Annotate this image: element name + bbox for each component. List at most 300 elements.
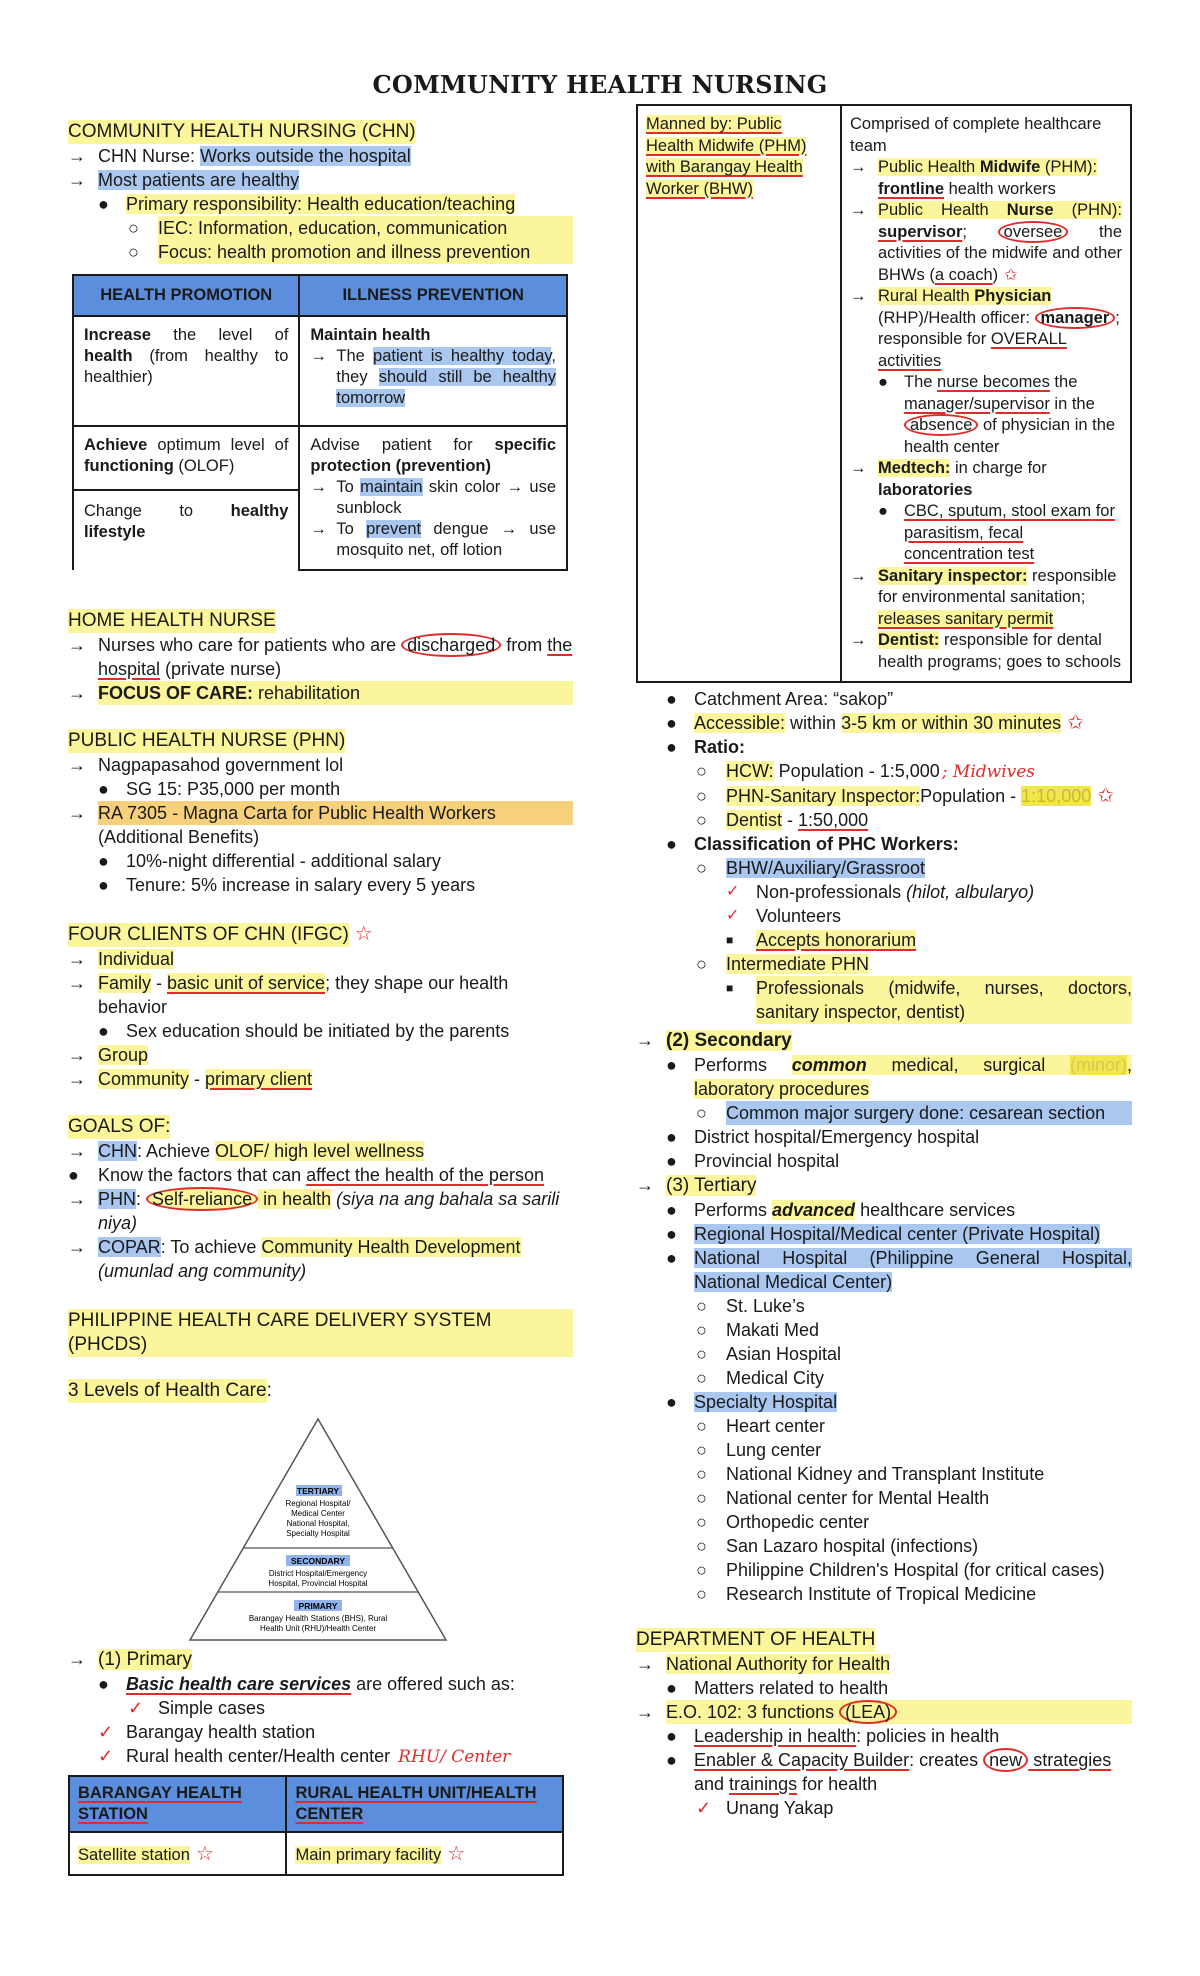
promotion-prevention-table xyxy=(72,274,568,571)
table-cell xyxy=(73,426,299,570)
ratio-dentist: Dentist xyxy=(726,810,783,830)
advanced: advanced xyxy=(772,1200,856,1220)
bullet-icon: ● xyxy=(666,1151,677,1171)
arrow-icon: → xyxy=(68,1069,86,1089)
table-cell: Maintain health → The patient is healthy today, they should still be healthy tomorrow xyxy=(299,316,567,426)
check-icon: ✓ xyxy=(696,1798,712,1818)
cell-text: To xyxy=(336,478,361,496)
circle-bullet-icon: ○ xyxy=(696,1416,707,1436)
staff-absence: absence xyxy=(904,414,978,436)
circle-bullet-icon: ○ xyxy=(696,858,707,878)
phn-section xyxy=(68,729,573,897)
arrow-icon: → xyxy=(68,1237,86,1257)
hospital-item: Asian Hospital xyxy=(726,1344,842,1364)
circle-bullet-icon: ○ xyxy=(128,242,139,262)
circle-bullet-icon: ○ xyxy=(696,1296,707,1316)
staff-bold: Dentist: xyxy=(878,631,940,649)
pyramid-text: Hospital, Provincial Hospital xyxy=(268,1579,368,1588)
staff-text: of physician in the health center xyxy=(904,416,1116,456)
cell-bold: health xyxy=(84,347,133,365)
staff-text: ; xyxy=(962,222,998,241)
primary-text: Rural health center/Health center xyxy=(126,1746,391,1766)
cell-highlight: prevent xyxy=(366,520,422,538)
iec-2: education xyxy=(298,218,377,238)
intermediate: Intermediate PHN xyxy=(726,954,870,974)
staff-text: Comprised of complete healthcare team xyxy=(850,115,1102,155)
trainings: trainings xyxy=(729,1774,798,1794)
arrow-icon: → xyxy=(68,635,86,655)
home-text: (private nurse) xyxy=(160,659,282,679)
cell-text: , they xyxy=(336,347,556,386)
table-cell: Advise patient for specific protection (prevention) → To maintain skin color → use sunblock → To prevent dengue → use mosquito net, off lotion xyxy=(299,426,567,570)
goal-underlined: affect the health of the person xyxy=(306,1165,544,1185)
goal-highlight: / high level wellness xyxy=(264,1141,425,1161)
handwritten-note: ; Midwives xyxy=(941,762,1036,782)
staff-bold: Sanitary inspector: xyxy=(878,566,1028,585)
primary-text: Barangay health station xyxy=(126,1722,316,1742)
circle-bullet-icon: ○ xyxy=(696,1440,707,1460)
arrow-icon: → xyxy=(636,1030,654,1050)
arrow-icon: → xyxy=(68,803,86,823)
home-text: Nurses who care for patients who are xyxy=(98,635,402,655)
cell-text: dengue → use mosquito net, off lotion xyxy=(336,520,557,559)
secondary-heading: (2) Secondary xyxy=(666,1030,792,1051)
chn-nurse-label: CHN Nurse: xyxy=(98,146,201,166)
chn-nurse-text: Works outside the hospital xyxy=(200,146,411,166)
arrow-icon: → xyxy=(636,1702,654,1722)
right-text: Non-professionals xyxy=(756,882,907,902)
chn-most: Most patients are healthy xyxy=(98,170,300,190)
goal-highlight: in health xyxy=(258,1189,332,1209)
square-bullet-icon: ■ xyxy=(726,981,734,995)
staff-text: the activities of the midwife and other BHWs ( xyxy=(878,222,1122,284)
circle-bullet-icon: ○ xyxy=(696,786,707,806)
star-icon: ✩ xyxy=(1067,712,1084,734)
bullet-icon: ● xyxy=(666,1392,677,1412)
iec-3: communication xyxy=(386,218,508,238)
right-text: and xyxy=(694,1774,730,1794)
star-icon: ☆ xyxy=(447,1843,466,1865)
lead-letter: L xyxy=(694,1726,705,1746)
bullet-icon: ● xyxy=(98,1021,109,1041)
health-care-pyramid xyxy=(188,1417,448,1642)
goal-label: PHN xyxy=(98,1189,137,1209)
right-text: (midwife, nurses, doctors, sanitary inspector, dentist) xyxy=(756,978,1132,1022)
resp-label: Primary responsibility: xyxy=(126,194,308,214)
bullet-icon: ● xyxy=(666,834,677,854)
accessible-value: 3-5 km or within 30 minutes xyxy=(841,713,1062,733)
check-icon: ✓ xyxy=(726,907,740,924)
ratio-label: Ratio: xyxy=(694,737,745,757)
right-text: - xyxy=(782,810,799,830)
cell-text: (OLOF) xyxy=(173,457,235,475)
circle-bullet-icon: ○ xyxy=(696,1488,707,1508)
staff-text: stool exam xyxy=(1011,502,1092,520)
focus-of-care: FOCUS OF CARE: xyxy=(98,683,253,703)
bullet-icon: ● xyxy=(666,689,677,709)
goal-italic: (umunlad ang community) xyxy=(98,1261,307,1281)
bullet-icon: ● xyxy=(98,875,109,895)
right-text: , laboratory procedures xyxy=(694,1055,1132,1099)
arrow-icon: → xyxy=(636,1654,654,1674)
bullet-icon: ● xyxy=(666,1726,677,1746)
circle-bullet-icon: ○ xyxy=(128,218,139,238)
circle-bullet-icon: ○ xyxy=(696,761,707,781)
staff-overall: OVERALL activities xyxy=(878,330,1067,370)
levels-colon: : xyxy=(266,1380,272,1401)
classification-label: Classification of PHC Workers: xyxy=(694,834,959,854)
table-header: ILLNESS PREVENTION xyxy=(299,275,567,316)
unang-yakap: Unang Yakap xyxy=(726,1798,834,1818)
staff-text: responsible for environmental sanitation; xyxy=(878,566,1117,606)
phn-text: 10%-night differential - additional salary xyxy=(126,851,441,871)
right-text: Population - 1:5,000 xyxy=(773,761,940,781)
circle-bullet-icon: ○ xyxy=(696,1103,707,1123)
phn-text: Nagpapasahod government lol xyxy=(98,755,344,775)
cell-bold: healthy lifestyle xyxy=(84,502,289,541)
ratio-hcw: HCW: xyxy=(726,761,774,781)
phcds-heading: PHILIPPINE HEALTH CARE DELIVERY SYSTEM (PHCDS) xyxy=(68,1309,573,1357)
bullet-icon: ● xyxy=(98,851,109,871)
staff-text: ) xyxy=(992,265,999,284)
specialty-item: San Lazaro hospital (infections) xyxy=(726,1536,979,1556)
staff-coach: a coach xyxy=(934,265,993,284)
goal-italic: (siya na ang bahala sa sarili niya) xyxy=(98,1189,560,1233)
staff-highlight: releases sanitary permit xyxy=(878,609,1054,628)
staff-bold: Midwife xyxy=(979,158,1041,176)
bullet-icon: ● xyxy=(666,1678,677,1698)
bullet-icon: ● xyxy=(666,1200,677,1220)
bullet-icon: ● xyxy=(98,779,109,799)
bullet-icon: ● xyxy=(666,1127,677,1147)
goal-label: COPAR xyxy=(98,1237,161,1257)
staff-text: (PHM): xyxy=(1040,158,1098,176)
bullet-icon: ● xyxy=(666,737,677,757)
pyramid-text: Regional Hospital/ xyxy=(285,1499,351,1508)
secondary-label: SECONDARY xyxy=(291,1556,345,1566)
ra-title: - Magna Carta for Public Health Workers xyxy=(167,803,496,823)
clients-section xyxy=(68,921,573,1091)
home-health-section xyxy=(68,609,573,705)
right-text: Matters related to health xyxy=(694,1678,889,1698)
page-title: COMMUNITY HEALTH NURSING xyxy=(372,70,828,99)
goals-heading: GOALS OF: xyxy=(68,1116,171,1137)
bhs-rhu-table xyxy=(68,1775,564,1876)
arrow-icon: → xyxy=(68,1189,86,1209)
cell-text: The xyxy=(336,347,374,365)
specialty-item: National Kidney and Transplant Institute xyxy=(726,1464,1045,1484)
goal-text: : Achieve xyxy=(137,1141,216,1161)
specialty: Specialty Hospital xyxy=(694,1392,838,1412)
client-group: Group xyxy=(98,1045,149,1065)
left-column xyxy=(68,120,573,1876)
goal-highlight: Self-reliance xyxy=(146,1187,258,1211)
primary-heading: (1) Primary xyxy=(98,1649,192,1670)
hospital-item: Medical City xyxy=(726,1368,825,1388)
phcds-section xyxy=(68,1309,573,1403)
staff-text: (RHP)/Health officer: xyxy=(878,308,1035,327)
phn-text: (Additional Benefits) xyxy=(98,827,260,847)
goal-text: Know the factors that can xyxy=(98,1165,307,1185)
staff-text: in charge for xyxy=(950,459,1047,477)
cell-highlight: should still be healthy tomorrow xyxy=(336,368,556,407)
right-text: District hospital/Emergency hospital xyxy=(694,1127,980,1147)
table-cell: Comprised of complete healthcare team → Public Health Midwife (PHM): frontline health workers → Public Health Nurse (PHN): supervisor; oversee the activities of the midwife and other BHWs (a coach) ✩ → Rural Health Physician (RHP)/Health officer: manager ; responsible for OVERALL activities ● The nurse becomes the manager/supervisor in the absence of physician in the health center → Medtech: in charge for laboratories ● CBC, sputum, stool exam for parasitism, fecal concentration test → Sanitary inspector: responsible for environmental sanitation; releases sanitary permit → Dentist: responsible for dental health programs; goes to schools xyxy=(841,105,1131,682)
arrow-icon: → xyxy=(636,1175,654,1195)
staff-manager: manager xyxy=(1035,307,1116,329)
pyramid-text: Barangay Health Stations (BHS), Rural xyxy=(248,1614,388,1623)
staff-text: Public Health xyxy=(878,158,980,176)
circle-bullet-icon: ○ xyxy=(696,1464,707,1484)
staff-text: CBC xyxy=(904,502,939,520)
phn-heading: PUBLIC HEALTH NURSE (PHN) xyxy=(68,730,346,751)
staff-bold: Medtech: xyxy=(878,459,951,477)
focus-text: health promotion and illness prevention xyxy=(217,242,531,262)
circle-bullet-icon: ○ xyxy=(696,1344,707,1364)
cell-text: skin color → use sunblock xyxy=(336,478,557,517)
right-text: Provincial hospital xyxy=(694,1151,840,1171)
right-text: within xyxy=(785,713,842,733)
staff-text: in the xyxy=(1049,394,1095,413)
doh-authority: National Authority for Health xyxy=(666,1654,891,1674)
staff-bold: laboratories xyxy=(878,480,973,499)
primary-label: PRIMARY xyxy=(298,1601,338,1611)
check-icon: ✓ xyxy=(98,1722,114,1742)
regional: Regional Hospital/Medical center (Private Hospital) xyxy=(694,1224,1101,1244)
check-icon: ✓ xyxy=(128,1698,144,1718)
specialty-item: Orthopedic center xyxy=(726,1512,870,1532)
ratio-value: 1:10,000 xyxy=(1021,786,1092,806)
right-text: medical, surgical xyxy=(866,1055,1070,1075)
minor: (minor) xyxy=(1069,1055,1127,1075)
table-cell xyxy=(637,105,841,682)
arrow-icon: → xyxy=(68,146,86,166)
client-individual: Individual xyxy=(98,949,175,969)
hospital-item: St. Luke’s xyxy=(726,1296,805,1316)
star-icon: ✩ xyxy=(1097,785,1114,807)
eo-number: E.O. 102 xyxy=(666,1702,738,1722)
pyramid-text: Health Unit (RHU)/Health Center xyxy=(259,1624,377,1633)
client-family-highlight: basic unit of service xyxy=(167,973,326,993)
arrow-icon: → xyxy=(68,1141,86,1161)
cell-text: To xyxy=(336,520,367,538)
right-italic: (hilot, albularyo) xyxy=(906,882,1035,902)
right-text: : 3 functions xyxy=(737,1702,840,1722)
cell-text: Change to xyxy=(84,502,231,520)
right-text: : creates xyxy=(909,1750,984,1770)
pyramid-text: District Hospital/Emergency xyxy=(268,1569,368,1578)
bullet-icon: ● xyxy=(98,194,109,214)
pyramid-text: National Hospital, xyxy=(286,1519,350,1528)
circle-bullet-icon: ○ xyxy=(696,1512,707,1532)
table-cell xyxy=(286,1832,563,1875)
accessible-label: Accessible: xyxy=(694,713,786,733)
catchment: Catchment Area: “sakop” xyxy=(694,689,894,709)
ra-number: RA 7305 xyxy=(98,803,168,823)
right-text: Population - xyxy=(920,786,1022,806)
staff-bold: frontline xyxy=(878,179,944,198)
tertiary-label: TERTIARY xyxy=(296,1486,340,1496)
strategies: strategies xyxy=(1028,1750,1112,1770)
table-cell xyxy=(73,316,299,426)
new: new xyxy=(983,1748,1028,1772)
staff-bold: Physician xyxy=(974,287,1052,305)
phc-details xyxy=(636,687,1132,1820)
check-icon: ✓ xyxy=(98,1746,114,1766)
staff-text: the xyxy=(1049,373,1078,391)
cell-text: optimum level of xyxy=(147,436,289,454)
arrow-icon: → xyxy=(68,170,86,190)
cell-highlight: Satellite station xyxy=(78,1846,190,1864)
square-bullet-icon: ■ xyxy=(726,933,734,947)
staff-text: Public Health xyxy=(878,201,1007,219)
client-text: ; they shape our health behavior xyxy=(98,973,509,1017)
arrow-icon: → xyxy=(68,949,86,969)
cell-text: the level of xyxy=(150,326,289,344)
goal-text: : To achieve xyxy=(160,1237,262,1257)
bullet-icon: ● xyxy=(98,1674,109,1694)
goal-highlight: Community Health Development xyxy=(261,1237,521,1257)
staff-text: health workers xyxy=(944,179,1056,198)
table-cell xyxy=(69,1832,286,1875)
staff-text: responsible for dental health programs; goes to schools xyxy=(878,631,1122,671)
clients-heading: FOUR CLIENTS OF CHN (IFGC) xyxy=(68,924,349,945)
dash: - xyxy=(151,973,167,993)
cell-highlight: patient is healthy today xyxy=(373,347,552,365)
specialty-item: Philippine Children's Hospital (for critical cases) xyxy=(726,1560,1105,1580)
staff-text: sputum xyxy=(948,502,1003,520)
circle-bullet-icon: ○ xyxy=(696,810,707,830)
staff-underlined: nurse becomes xyxy=(937,373,1050,391)
client-community-highlight: primary client xyxy=(205,1069,313,1089)
staff-bold: supervisor xyxy=(878,222,963,241)
right-text: Performs xyxy=(694,1200,773,1220)
staff-text: Rural Health xyxy=(878,287,975,305)
cell-bold: specific protection (prevention) xyxy=(310,436,556,475)
goals-section xyxy=(68,1115,573,1283)
cell-bold: Increase xyxy=(84,326,151,344)
bhw-label: BHW/Auxiliary/Grassroot xyxy=(726,858,926,878)
manned-by: Manned by: Public Health Midwife (PHM) with Barangay Health Worker (BHW) xyxy=(646,115,807,198)
staff-underlined: manager/supervisor xyxy=(904,394,1050,413)
ratio-phn: PHN-Sanitary Inspector: xyxy=(726,786,921,806)
right-text: for health xyxy=(797,1774,878,1794)
bullet-icon: ● xyxy=(68,1165,79,1185)
arrow-icon: → xyxy=(68,755,86,775)
tertiary-heading: (3) Tertiary xyxy=(666,1175,757,1196)
table-header: HEALTH PROMOTION xyxy=(73,275,299,316)
arrow-icon: → xyxy=(68,973,86,993)
arrow-icon: → xyxy=(68,1649,86,1669)
lead-text: eadership in health xyxy=(704,1726,857,1746)
staff-text: (PHN): xyxy=(1053,201,1122,219)
goal-label: CHN xyxy=(98,1141,137,1161)
levels-heading: 3 Levels of Health Care xyxy=(68,1380,267,1401)
cell-highlight: maintain xyxy=(360,478,423,496)
ratio-value: 1:50,000 xyxy=(798,810,869,830)
basic-services: Basic health care services xyxy=(126,1674,352,1694)
right-text: Performs xyxy=(694,1055,792,1075)
specialty-item: Research Institute of Tropical Medicine xyxy=(726,1584,1037,1604)
cell-bold: Achieve xyxy=(84,436,148,454)
right-text: : policies in health xyxy=(856,1726,1000,1746)
staff-bold: Nurse xyxy=(1006,201,1054,219)
circle-bullet-icon: ○ xyxy=(696,1368,707,1388)
bullet-icon: ● xyxy=(666,1248,677,1268)
home-discharged: discharged xyxy=(401,633,501,657)
cell-bold: Maintain health xyxy=(310,326,431,344)
right-column xyxy=(636,104,1132,1820)
iec-label: IEC: xyxy=(158,218,199,238)
client-community: Community xyxy=(98,1069,190,1089)
cell-text: (from healthy to healthier) xyxy=(84,347,289,386)
staff-table xyxy=(636,104,1132,683)
bullet-icon: ● xyxy=(666,713,677,733)
resp-text: Health education/teaching xyxy=(307,194,516,214)
phn-text: SG 15: P35,000 per month xyxy=(126,779,341,799)
client-text: Sex education should be initiated by the parents xyxy=(126,1021,510,1041)
enabler-letter: E xyxy=(694,1750,707,1770)
cell-highlight: Main primary facility xyxy=(295,1846,442,1864)
specialty-item: National center for Mental Health xyxy=(726,1488,990,1508)
circle-bullet-icon: ○ xyxy=(696,954,707,974)
handwritten-note: RHU/ Center xyxy=(398,1747,511,1767)
focus-label: Focus: xyxy=(158,242,218,262)
home-text: from xyxy=(501,635,548,655)
dash: - xyxy=(189,1069,206,1089)
right-text: healthcare services xyxy=(855,1200,1016,1220)
primary-text: are offered such as: xyxy=(351,1674,515,1694)
star-icon: ☆ xyxy=(195,1843,214,1865)
staff-text: for parasitism, fecal concentration test xyxy=(904,502,1115,563)
table-header: RURAL HEALTH UNIT/HEALTH CENTER xyxy=(286,1776,563,1832)
staff-text: The xyxy=(904,373,938,391)
staff-oversee: oversee xyxy=(998,221,1069,243)
lea: (LEA) xyxy=(839,1700,897,1724)
specialty-item: Heart center xyxy=(726,1416,826,1436)
staff-text: ; responsible for xyxy=(878,308,1120,348)
circle-bullet-icon: ○ xyxy=(696,1536,707,1556)
chn-section: COMMUNITY HEALTH NURSING (CHN) → CHN Nurse: Works outside the hospital → Most patients are healthy ● Primary responsibility: Health education/teaching ○ IEC: Information, education, communication ○ Focus: health promotion and illness prevention xyxy=(68,120,573,264)
bullet-icon: ● xyxy=(666,1224,677,1244)
circle-bullet-icon: ○ xyxy=(696,1584,707,1604)
cell-bold: functioning xyxy=(84,457,174,475)
specialty-item: Lung center xyxy=(726,1440,822,1460)
star-icon: ✩ xyxy=(1004,266,1018,284)
table-header: BARANGAY HEALTH STATION xyxy=(69,1776,286,1832)
enabler-text: nabler & Capacity Builder xyxy=(706,1750,910,1770)
arrow-icon: → xyxy=(68,683,86,703)
cesarean: Common major surgery done: cesarean section xyxy=(726,1101,1132,1125)
right-text: Volunteers xyxy=(756,906,842,926)
goal-text: : xyxy=(136,1189,147,1209)
goal-highlight: OLOF xyxy=(215,1141,265,1161)
bullet-icon: ● xyxy=(666,1055,677,1075)
primary-text: Simple cases xyxy=(158,1698,266,1718)
chn-heading: COMMUNITY HEALTH NURSING (CHN) xyxy=(68,121,416,142)
home-text: rehabilitation xyxy=(253,683,361,703)
doh-heading: DEPARTMENT OF HEALTH xyxy=(636,1629,876,1650)
honorarium: Accepts honorarium xyxy=(756,930,917,950)
common: common xyxy=(791,1055,867,1075)
hospital-item: Makati Med xyxy=(726,1320,820,1340)
bullet-icon: ● xyxy=(666,1750,677,1770)
client-family: Family xyxy=(98,973,151,993)
pyramid-text: Specialty Hospital xyxy=(286,1529,350,1538)
circle-bullet-icon: ○ xyxy=(696,1320,707,1340)
pyramid-text: Medical Center xyxy=(291,1509,345,1518)
cell-text: Advise patient for xyxy=(310,436,495,454)
